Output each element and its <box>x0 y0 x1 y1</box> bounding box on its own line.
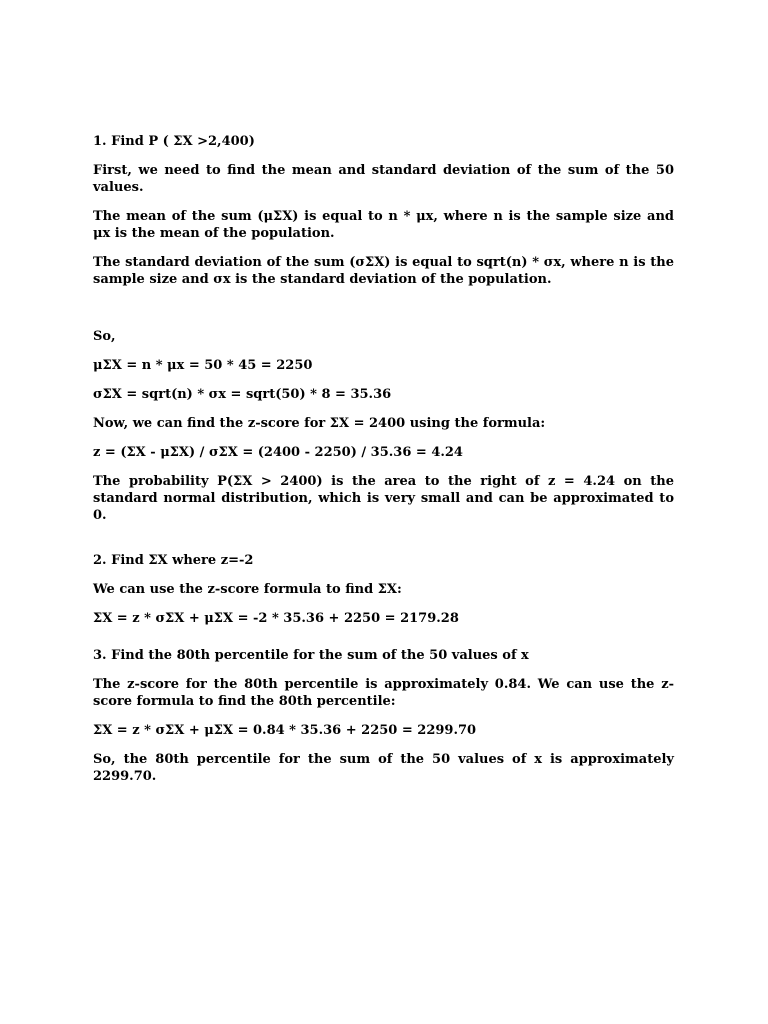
section1-sd-equation: σΣX = sqrt(n) * σx = sqrt(50) * 8 = 35.36 <box>93 387 392 402</box>
section1-intro: First, we need to find the mean and standard deviation of the sum of the 50 values. <box>93 163 674 195</box>
section1-mean-equation: μΣX = n * μx = 50 * 45 = 2250 <box>93 358 313 373</box>
section2-intro: We can use the z-score formula to find ΣX: <box>93 582 402 597</box>
section2-equation: ΣX = z * σΣX + μΣX = -2 * 35.36 + 2250 = 2179.28 <box>93 611 459 626</box>
section1-probability-conclusion: The probability P(ΣX > 2400) is the area to the right of z = 4.24 on the standard normal distribution, which is very small and can be approximated to 0. <box>93 474 674 523</box>
section3-intro: The z-score for the 80th percentile is approximately 0.84. We can use the z-score formula to find the 80th percentile: <box>93 677 674 709</box>
document-page <box>93 133 674 797</box>
section1-heading: 1. Find P ( ΣX >2,400) <box>93 134 255 149</box>
section2-heading: 2. Find ΣX where z=-2 <box>93 553 254 568</box>
section3-equation: ΣX = z * σΣX + μΣX = 0.84 * 35.36 + 2250 = 2299.70 <box>93 723 477 738</box>
section1-zscore-intro: Now, we can find the z-score for ΣX = 2400 using the formula: <box>93 416 546 431</box>
section1-zscore-equation: z = (ΣX - μΣX) / σΣX = (2400 - 2250) / 35.36 = 4.24 <box>93 445 463 460</box>
section3-conclusion: So, the 80th percentile for the sum of the 50 values of x is approximately 2299.70. <box>93 752 674 784</box>
section1-sd-explanation: The standard deviation of the sum (σΣX) is equal to sqrt(n) * σx, where n is the sample size and σx is the standard deviation of the population. <box>93 255 674 287</box>
section1-mean-explanation: The mean of the sum (μΣX) is equal to n * μx, where n is the sample size and μx is the mean of the population. <box>93 209 674 241</box>
section3-heading: 3. Find the 80th percentile for the sum of the 50 values of x <box>93 648 529 663</box>
section1-so: So, <box>93 329 116 344</box>
